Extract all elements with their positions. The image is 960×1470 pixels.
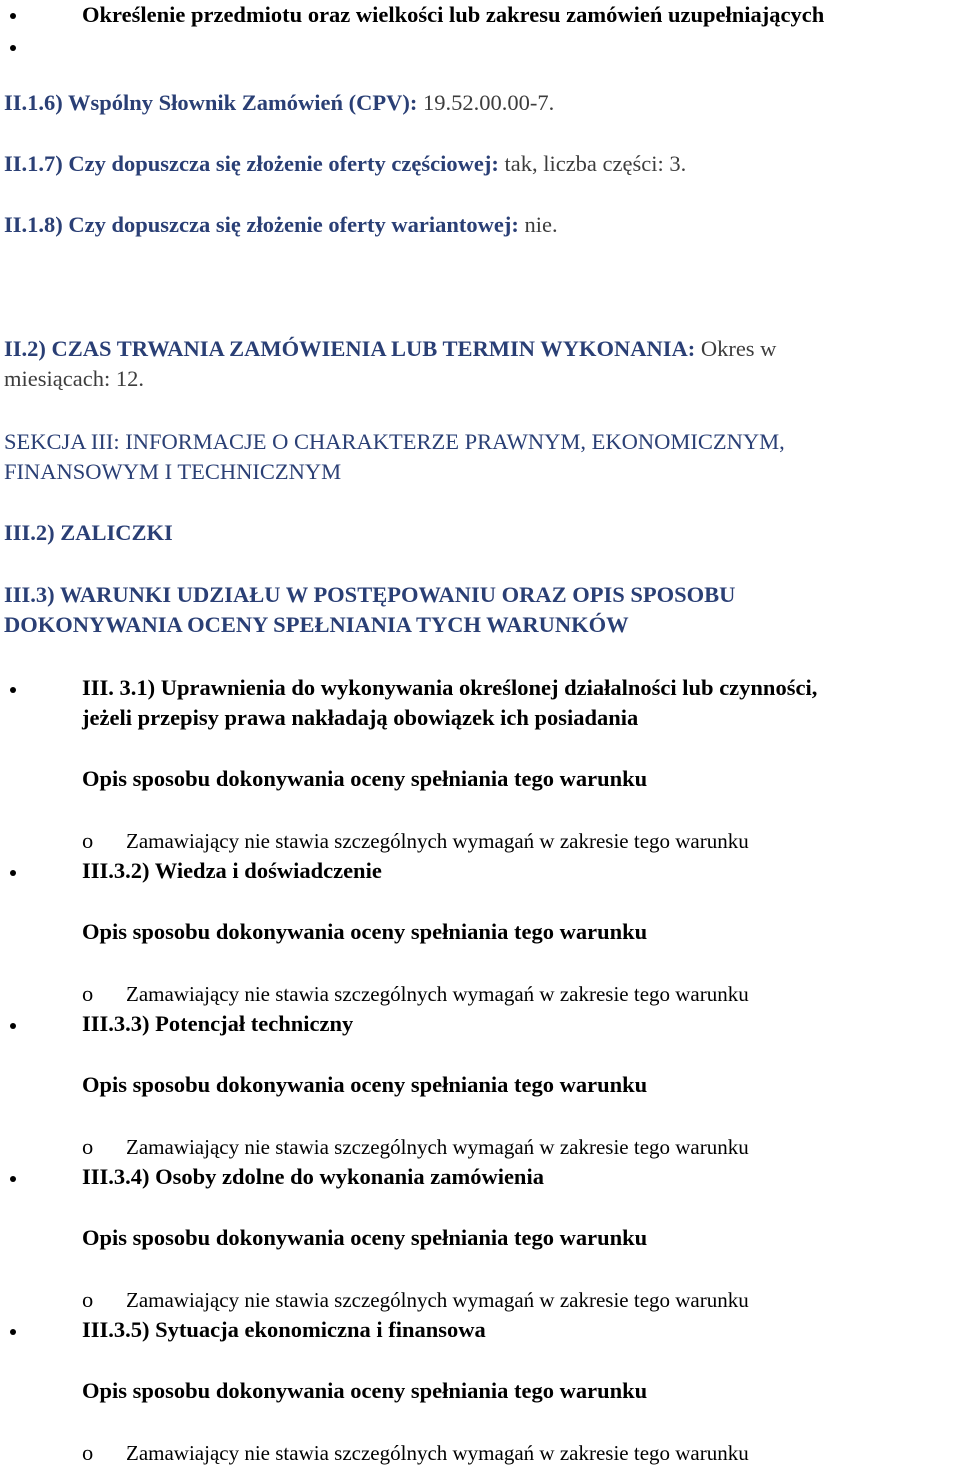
condition-desc: Opis sposobu dokonywania oceny spełniania tego warunku — [82, 919, 648, 944]
bullet-item-text: Określenie przedmiotu oraz wielkości lub zakresu zamówień uzupełniających — [82, 2, 825, 27]
condition-title: III.3.5) Sytuacja ekonomiczna i finansowa — [82, 1317, 486, 1342]
condition-title: III.3.2) Wiedza i doświadczenie — [82, 858, 382, 883]
partial-offer-label: II.1.7) Czy dopuszcza się złożenie oferty częściowej: — [4, 151, 499, 176]
bullet-dot — [10, 13, 16, 19]
condition-desc: Opis sposobu dokonywania oceny spełniania tego warunku — [82, 1225, 648, 1250]
bullet-dot — [10, 870, 16, 876]
condition-title: III. 3.1) Uprawnienia do wykonywania określonej działalności lub czynności, — [82, 675, 818, 700]
condition-title: III.3.3) Potencjał techniczny — [82, 1011, 354, 1036]
partial-offer-value: tak, liczba części: 3. — [498, 151, 687, 176]
condition-requirement: Zamawiający nie stawia szczególnych wymagań w zakresie tego warunku — [126, 1288, 749, 1312]
partial-offer-line — [4, 149, 960, 179]
bullet-dot — [10, 1176, 16, 1182]
bullet-dot — [10, 1329, 16, 1335]
conditions-heading-cont: DOKONYWANIA OCENY SPEŁNIANIA TYCH WARUNKÓW — [4, 612, 629, 637]
variant-offer-value: nie. — [518, 212, 558, 237]
condition-desc: Opis sposobu dokonywania oceny spełniania tego warunku — [82, 1072, 648, 1097]
advance-heading: III.2) ZALICZKI — [4, 520, 173, 545]
cpv-line — [4, 88, 960, 118]
bullet-dot — [10, 1023, 16, 1029]
condition-desc: Opis sposobu dokonywania oceny spełniania tego warunku — [82, 766, 648, 791]
condition-requirement: Zamawiający nie stawia szczególnych wymagań w zakresie tego warunku — [126, 1135, 749, 1159]
condition-requirement: Zamawiający nie stawia szczególnych wymagań w zakresie tego warunku — [126, 829, 749, 853]
condition-requirement: Zamawiający nie stawia szczególnych wymagań w zakresie tego warunku — [126, 1441, 749, 1465]
sub-marker: o — [82, 828, 94, 853]
conditions-heading: III.3) WARUNKI UDZIAŁU W POSTĘPOWANIU ORAZ OPIS SPOSOBU — [4, 582, 736, 607]
variant-offer-line — [4, 210, 960, 240]
condition-title-cont: jeżeli przepisy prawa nakładają obowiązek ich posiadania — [82, 705, 639, 730]
bullet-dot — [10, 687, 16, 693]
duration-label: II.2) CZAS TRWANIA ZAMÓWIENIA LUB TERMIN WYKONANIA: — [4, 336, 696, 361]
sub-marker: o — [82, 1440, 94, 1465]
bullet-dot — [10, 45, 16, 51]
section-title: SEKCJA III: INFORMACJE O CHARAKTERZE PRAWNYM, EKONOMICZNYM, — [4, 429, 785, 454]
variant-offer-label: II.1.8) Czy dopuszcza się złożenie oferty wariantowej: — [4, 212, 519, 237]
sub-marker: o — [82, 1134, 94, 1159]
duration-value: Okres w — [695, 336, 777, 361]
cpv-label: II.1.6) Wspólny Słownik Zamówień (CPV): — [4, 90, 418, 115]
section-title-cont: FINANSOWYM I TECHNICZNYM — [4, 459, 342, 484]
sub-marker: o — [82, 1287, 94, 1312]
cpv-value: 19.52.00.00-7. — [417, 90, 555, 115]
condition-desc: Opis sposobu dokonywania oceny spełniania tego warunku — [82, 1378, 648, 1403]
duration-line — [4, 334, 960, 364]
condition-requirement: Zamawiający nie stawia szczególnych wymagań w zakresie tego warunku — [126, 982, 749, 1006]
duration-value-cont: miesiącach: 12. — [4, 366, 144, 391]
condition-title: III.3.4) Osoby zdolne do wykonania zamówienia — [82, 1164, 544, 1189]
sub-marker: o — [82, 981, 94, 1006]
